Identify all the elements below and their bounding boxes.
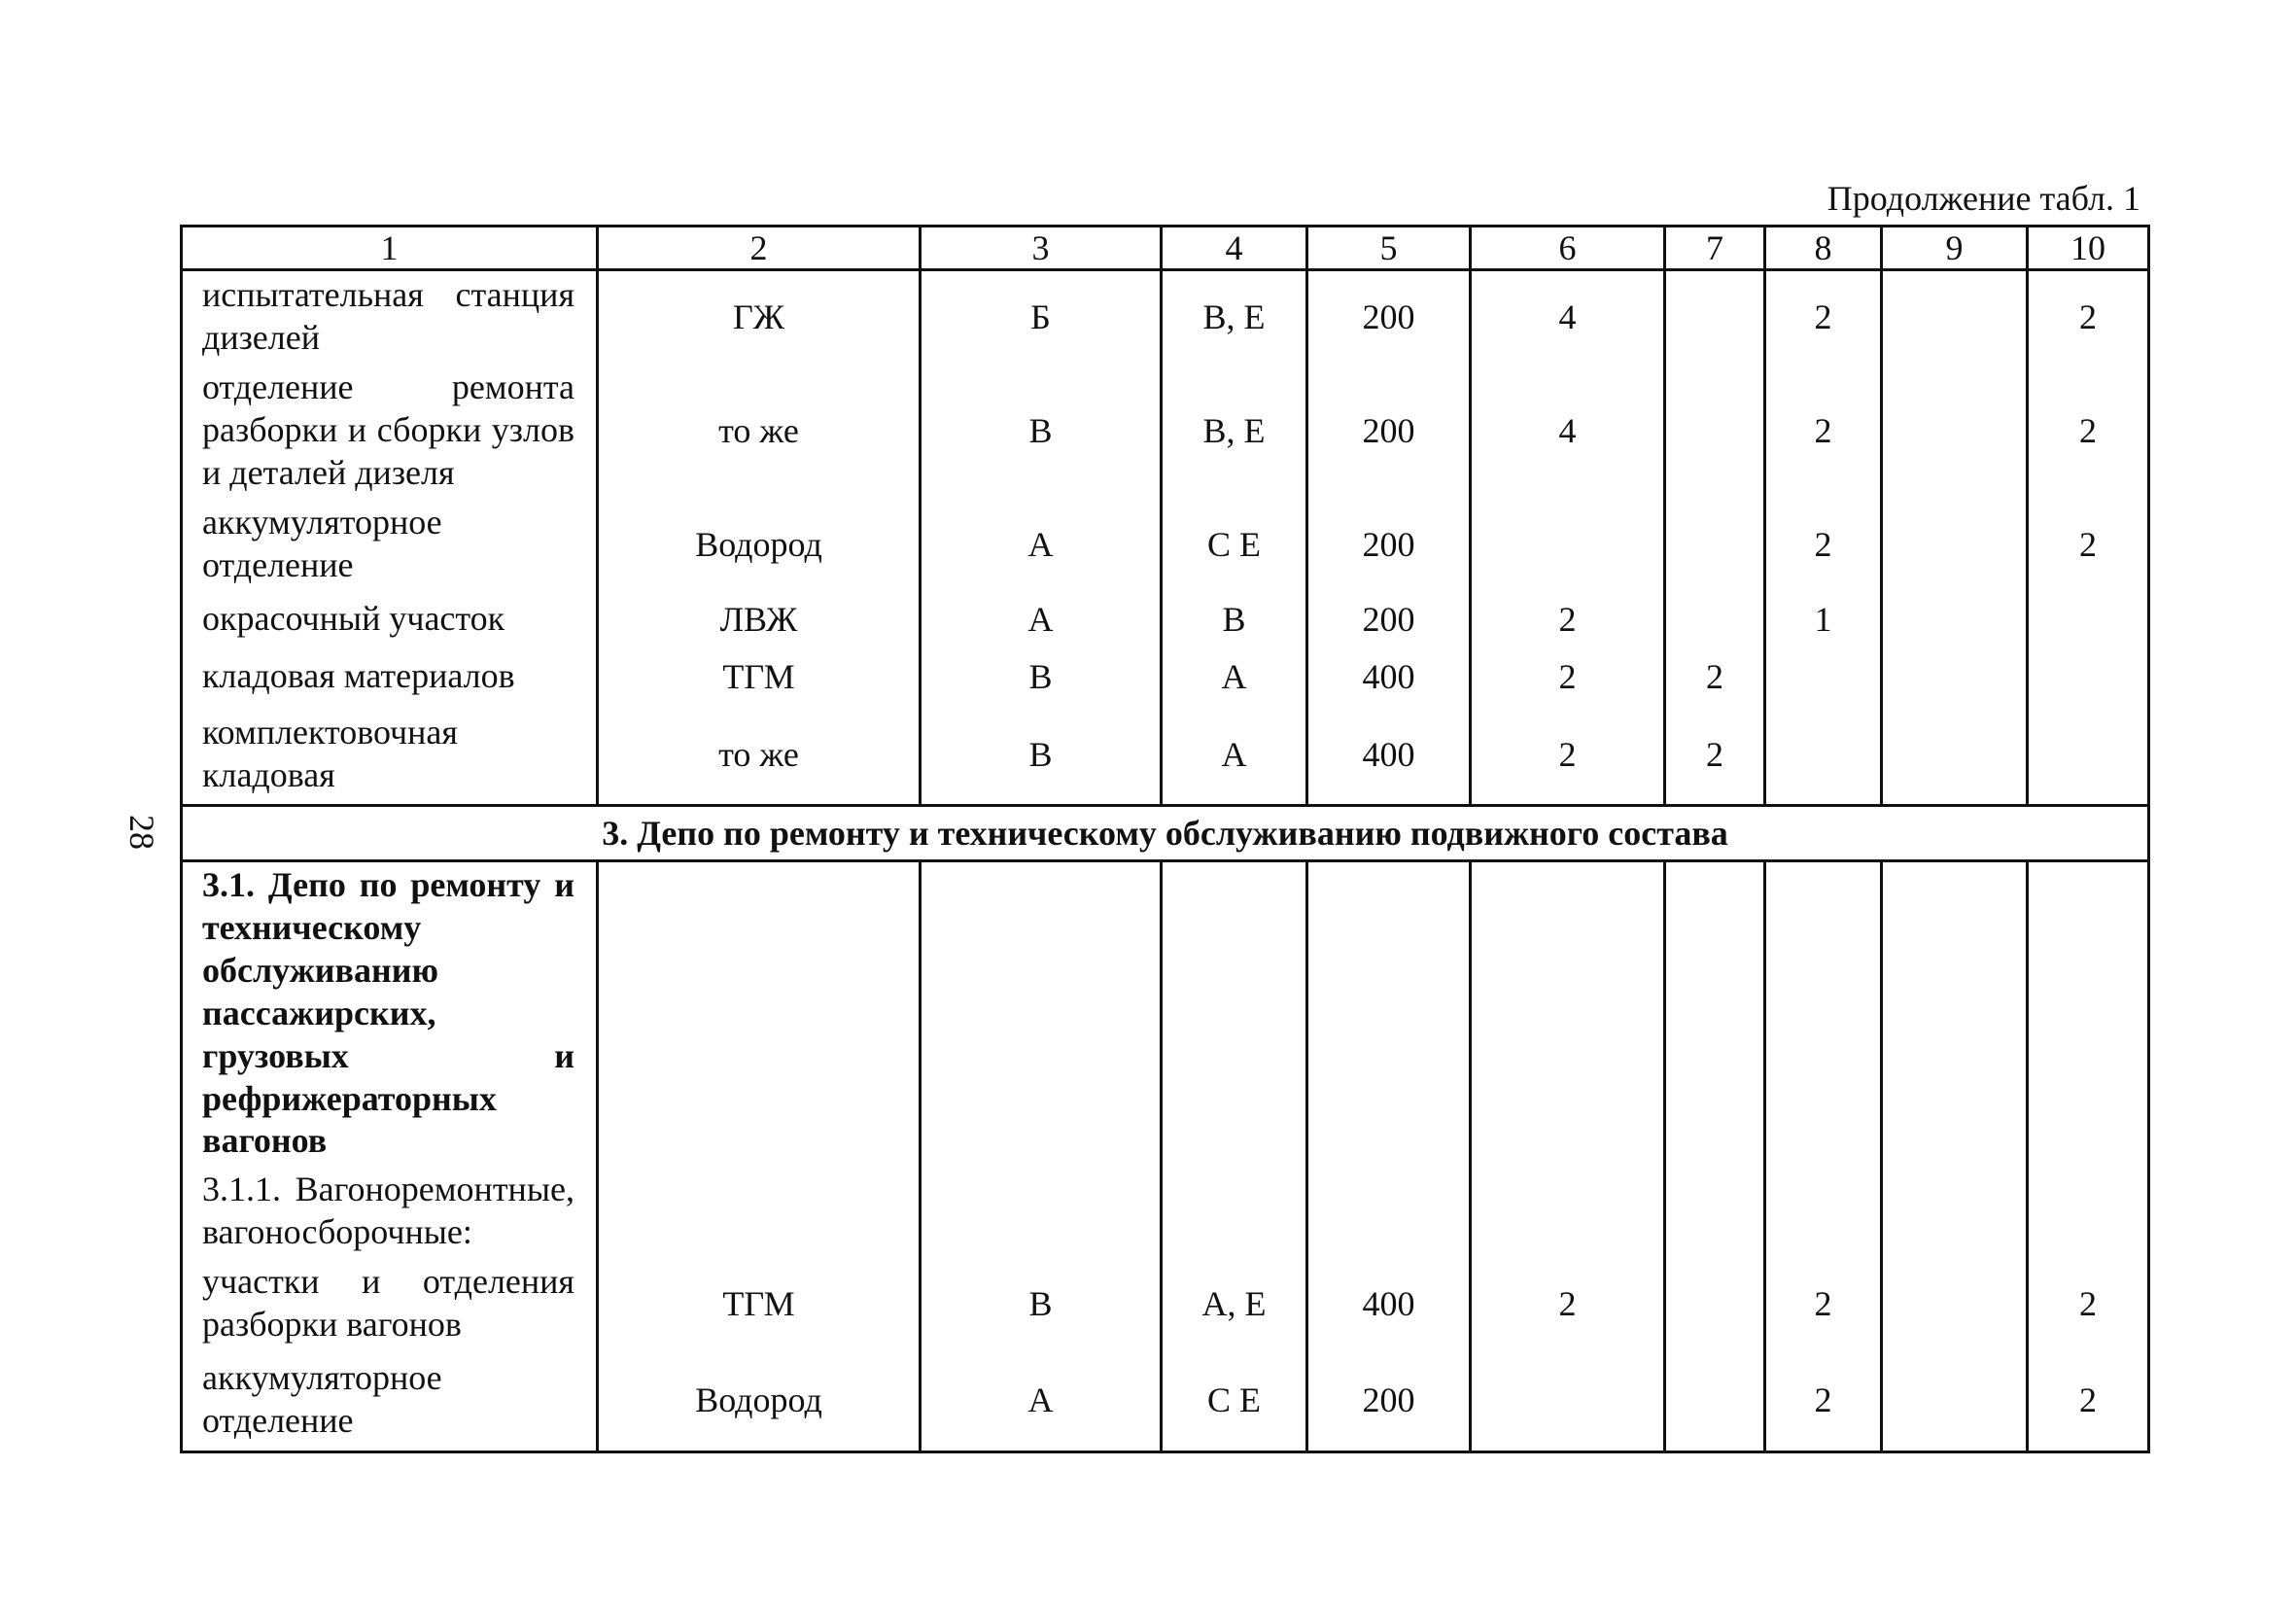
cell	[1882, 1349, 2028, 1452]
table-row	[182, 861, 2149, 1166]
data-table	[180, 225, 2150, 1453]
table-row	[182, 270, 2149, 364]
column-header: 4	[1162, 227, 1307, 270]
cell	[1665, 1349, 1765, 1452]
cell: 4	[1471, 270, 1665, 364]
cell: то же	[598, 363, 921, 499]
cell: С Е	[1162, 499, 1307, 590]
cell	[2028, 648, 2149, 705]
subsection-title: 3.1. Депо по ремонту и техническому обслуживанию пассажирских, грузовых и рефрижераторных вагонов	[182, 861, 598, 1166]
cell: 2	[1765, 499, 1882, 590]
cell: 2	[1765, 270, 1882, 364]
column-header: 10	[2028, 227, 2149, 270]
cell: 2	[2028, 1349, 2149, 1452]
cell: В, Е	[1162, 363, 1307, 499]
cell	[1162, 861, 1307, 1166]
cell	[1665, 1165, 1765, 1258]
cell: 200	[1307, 1349, 1471, 1452]
cell	[1882, 499, 2028, 590]
column-header: 2	[598, 227, 921, 270]
cell	[1882, 648, 2028, 705]
row-name: отделение ремонта разборки и сборки узлов и деталей дизеля	[182, 363, 598, 499]
column-header: 9	[1882, 227, 2028, 270]
cell: А, Е	[1162, 1258, 1307, 1349]
cell	[1665, 1258, 1765, 1349]
cell: 200	[1307, 499, 1471, 590]
table-row	[182, 363, 2149, 499]
cell: 200	[1307, 270, 1471, 364]
cell	[1162, 1165, 1307, 1258]
cell	[1882, 1165, 2028, 1258]
cell	[1307, 861, 1471, 1166]
cell: ЛВЖ	[598, 590, 921, 648]
table-row	[182, 705, 2149, 806]
cell: Водород	[598, 1349, 921, 1452]
cell	[1307, 1165, 1471, 1258]
cell: 400	[1307, 705, 1471, 806]
row-name: комплектовочная кладовая	[182, 705, 598, 806]
cell: 2	[2028, 363, 2149, 499]
row-name: аккумуляторное отделение	[182, 499, 598, 590]
cell: 400	[1307, 1258, 1471, 1349]
row-name: аккумуляторное отделение	[182, 1349, 598, 1452]
cell: А	[921, 1349, 1162, 1452]
cell	[1882, 270, 2028, 364]
subsection-subtitle: 3.1.1. Вагоноремонтные, вагоносборочные:	[182, 1165, 598, 1258]
cell: В	[921, 705, 1162, 806]
cell	[1765, 648, 1882, 705]
table-row	[182, 499, 2149, 590]
cell: 2	[1765, 363, 1882, 499]
cell	[1471, 499, 1665, 590]
section-row	[182, 806, 2149, 861]
cell: 2	[2028, 499, 2149, 590]
cell	[598, 1165, 921, 1258]
column-header: 3	[921, 227, 1162, 270]
cell: 2	[1765, 1349, 1882, 1452]
cell	[2028, 861, 2149, 1166]
cell: 2	[1471, 1258, 1665, 1349]
table-row	[182, 1258, 2149, 1349]
cell	[1765, 705, 1882, 806]
row-name: кладовая материалов	[182, 648, 598, 705]
cell: 4	[1471, 363, 1665, 499]
cell	[921, 861, 1162, 1166]
cell: ТГМ	[598, 1258, 921, 1349]
cell	[1882, 1258, 2028, 1349]
column-header: 1	[182, 227, 598, 270]
cell: Водород	[598, 499, 921, 590]
cell: Б	[921, 270, 1162, 364]
cell: 2	[1471, 705, 1665, 806]
cell	[2028, 705, 2149, 806]
cell	[1882, 590, 2028, 648]
cell: А	[921, 499, 1162, 590]
cell: 200	[1307, 363, 1471, 499]
cell: В	[921, 1258, 1162, 1349]
row-name: участки и отделения разборки вагонов	[182, 1258, 598, 1349]
cell	[1471, 1349, 1665, 1452]
column-header: 8	[1765, 227, 1882, 270]
cell: В	[1162, 590, 1307, 648]
cell: С Е	[1162, 1349, 1307, 1452]
cell: А	[921, 590, 1162, 648]
cell: 2	[1471, 648, 1665, 705]
cell: 2	[1665, 705, 1765, 806]
cell	[1471, 1165, 1665, 1258]
cell	[1665, 270, 1765, 364]
cell: 2	[1765, 1258, 1882, 1349]
cell: то же	[598, 705, 921, 806]
cell	[921, 1165, 1162, 1258]
cell: ГЖ	[598, 270, 921, 364]
cell	[1471, 861, 1665, 1166]
column-header: 5	[1307, 227, 1471, 270]
cell: 2	[2028, 270, 2149, 364]
cell: 2	[2028, 1258, 2149, 1349]
cell	[1765, 861, 1882, 1166]
table-row	[182, 648, 2149, 705]
cell: В	[921, 363, 1162, 499]
row-name: испытательная станция дизелей	[182, 270, 598, 364]
cell: 200	[1307, 590, 1471, 648]
cell	[1665, 861, 1765, 1166]
table-caption: Продолжение табл. 1	[1826, 179, 2140, 218]
cell	[1665, 363, 1765, 499]
cell	[1665, 499, 1765, 590]
cell	[2028, 1165, 2149, 1258]
header-row	[182, 227, 2149, 270]
cell: 2	[1665, 648, 1765, 705]
cell	[2028, 590, 2149, 648]
cell	[1882, 705, 2028, 806]
column-header: 6	[1471, 227, 1665, 270]
table-row	[182, 1165, 2149, 1258]
page-number: 28	[122, 815, 161, 850]
cell: 1	[1765, 590, 1882, 648]
cell	[1765, 1165, 1882, 1258]
cell: А	[1162, 648, 1307, 705]
cell: 2	[1471, 590, 1665, 648]
column-header: 7	[1665, 227, 1765, 270]
cell	[1882, 363, 2028, 499]
cell: В, Е	[1162, 270, 1307, 364]
cell: 400	[1307, 648, 1471, 705]
table-row	[182, 590, 2149, 648]
cell: А	[1162, 705, 1307, 806]
table-row	[182, 1349, 2149, 1452]
section-title: 3. Депо по ремонту и техническому обслуживанию подвижного состава	[182, 806, 2149, 861]
cell	[1665, 590, 1765, 648]
row-name: окрасочный участок	[182, 590, 598, 648]
cell: ТГМ	[598, 648, 921, 705]
cell	[1882, 861, 2028, 1166]
cell: В	[921, 648, 1162, 705]
cell	[598, 861, 921, 1166]
